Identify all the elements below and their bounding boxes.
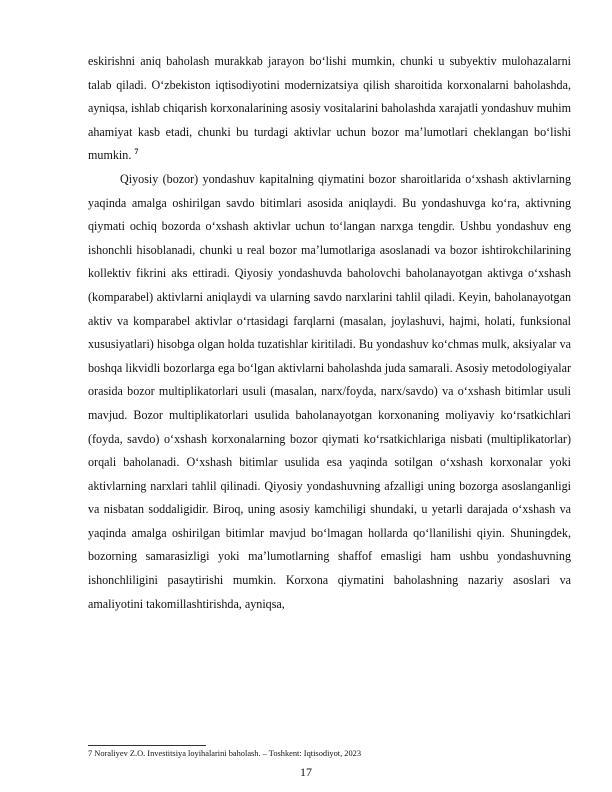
paragraph-2: Qiyosiy (bozor) yondashuv kapitalning qiymatini bozor sharoitlarida o‘xshash aktivlarning yaqinda amalga oshirilgan savdo bitimlari asosida aniqlaydi. Bu yondashuvga ko‘ra, aktivning qiymati ochiq bozorda o‘xshash aktivlar uchun to‘langan narxga tengdir. Ushbu yondashuv eng ishonchli hisoblanadi, chunki u real bozor ma’lumotlariga asoslanadi va bozor ishtirokchilarining kollektiv fikrini aks ettiradi. Qiyosiy yondashuvda baholovchi baholanayotgan aktivga o‘xshash (komparabel) aktivlarni aniqlaydi va ularning savdo narxlarini tahlil qiladi. Keyin, baholanayotgan aktiv va komparabel aktivlar o‘rtasidagi farqlarni (masalan, joylashuvi, hajmi, holati, funksional xususiyatlari) hisobga olgan holda tuzatishlar kiritiladi. Bu yondashuv ko‘chmas mulk, aksiyalar va boshqa likvidli bozorlarga ega bo‘lgan aktivlarni baholashda juda samarali. Asosiy metodologiyalar orasida bozor multiplikatorlari usuli (masalan, narx/foyda, narx/savdo) va o‘xshash bitimlar usuli mavjud. Bozor multiplikatorlari usulida baholanayotgan korxonaning moliyaviy ko‘rsatkichlari (foyda, savdo) o‘xshash korxonalarning bozor qiymati ko‘rsatkichlariga nisbati (multiplikatorlar) orqali baholanadi. O‘xshash bitimlar usulida esa yaqinda sotilgan o‘xshash korxonalar yoki aktivlarning narxlari tahlil qilinadi. Qiyosiy yondashuvning afzalligi uning bozorga asoslanganligi va nisbatan soddaligidir. Biroq, uning asosiy kamchiligi shundaki, u yetarli darajada o‘xshash va yaqinda amalga oshirilgan bitimlar mavjud bo‘lmagan hollarda qo‘llanilishi qiyin. Shuningdek, bozorning samarasizligi yoki ma’lumotlarning shaffof emasligi ham ushbu yondashuvning ishonchliligini pasaytirishi mumkin. Korxona qiymatini baholashning nazariy asoslari va amaliyotini takomillashtirishda, ayniqsa,: [88, 171, 571, 611]
page-body: [88, 50, 571, 616]
paragraph-1-text: eskirishni aniq baholash murakkab jarayon bo‘lishi mumkin, chunki u subyektiv mulohazalarni talab qiladi. O‘zbekiston iqtisodiyotini modernizatsiya qilish sharoitida korxonalarni baholashda, ayniqsa, ishlab chiqarish korxonalarining asosiy vositalarini baholashda xarajatli yondashuv muhim ahamiyat kasb etadi, chunki bu turdagi aktivlar uchun bozor ma’lumotlari cheklangan bo‘lishi mumkin.: [88, 54, 571, 163]
page-number: 17: [300, 765, 312, 779]
paragraph-1: [88, 50, 571, 168]
footnote-reference[interactable]: 7: [134, 147, 139, 157]
footnote: 7 Noraliyev Z.O. Investitsiya loyihalarini baholash. – Toshkent: Iqtisodiyot, 2023: [88, 749, 362, 758]
footnote-divider: [88, 745, 206, 746]
